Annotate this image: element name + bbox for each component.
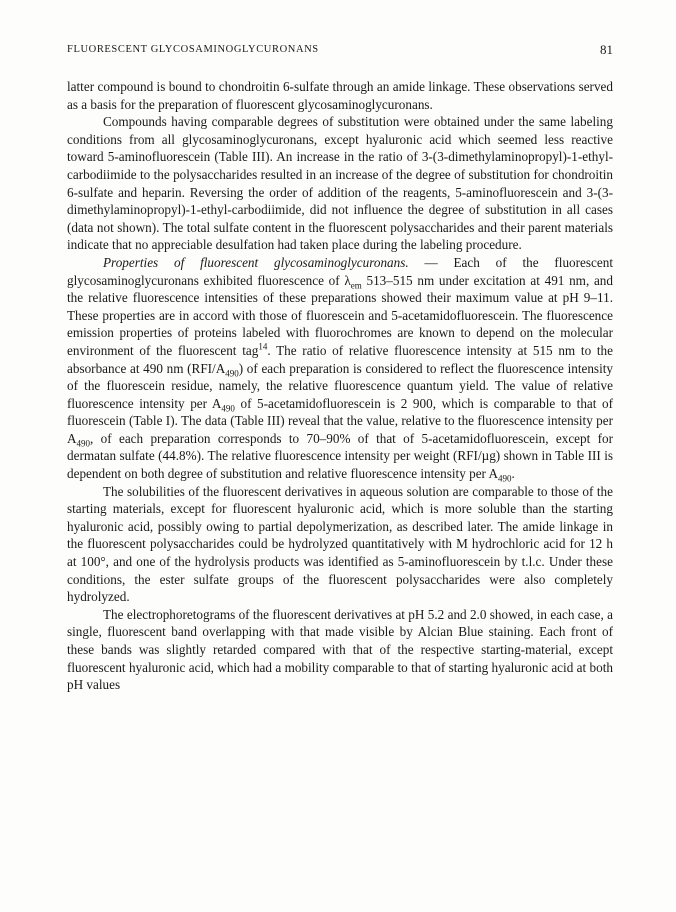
subscript-em: em [350,280,362,291]
paragraph-3-seg2: 513–515 nm under excitation at 491 nm, and the relative fluorescence intensities of these preparations showed their maximum value at pH 9–11. These properties are in accord with those of fluorescein and 5-acetamidofluorescein. The fluorescence emission properties of proteins labeled with fluorochromes are known to depend on the molecular environment of the fluorescent tag [67,272,613,358]
paragraph-3-seg6: , of each preparation corresponds to 70–90% of that of 5-acetamidofluorescein, except for dermatan sulfate (44.8%). The relative fluorescence intensity per weight (RFI/µg) shown in Table III is dependent on both degree of substitution and relative fluorescence intensity per A [67,430,613,482]
paragraph-3-seg3: . The ratio of relative fluorescence intensity at 515 nm to the absorbance at 490 nm (RFI/A [67,342,613,376]
paragraph-2: Compounds having comparable degrees of substitution were obtained under the same labeling conditions from all glycosaminoglycuronans, except hyaluronic acid which seemed less reactive toward 5-aminofluorescein (Table III). An increase in the ratio of 3-(3-dimethylaminopropyl)-1-ethyl-carbodiimide to the polysaccharides resulted in an increase of the degree of substitution for chondroitin 6-sulfate and heparin. Reversing the order of addition of the reagents, 5-aminofluorescein and 3-(3-dimethylaminopropyl)-1-ethyl-carbodiimide, did not influence the degree of substitution in all cases (data not shown). The total sulfate content in the fluorescent polysaccharides and their parent materials indicate that no appreciable desulfation had taken place during the labeling procedure. [67,114,613,253]
subscript-490: 490 [225,368,239,379]
paragraph-5: The electrophoretograms of the fluorescent derivatives at pH 5.2 and 2.0 showed, in each case, a single, fluorescent band overlapping with that made visible by Alcian Blue staining. Each front of these bands was slightly retarded compared with that of the respective starting-material, except fluorescent hyaluronic acid, which had a mobility comparable to that of starting hyaluronic acid at both pH values [67,606,613,693]
section-runin-heading: Properties of fluorescent glycosaminoglycuronans. [103,254,409,270]
page-number: 81 [600,42,613,57]
reference-superscript: 14 [258,341,268,352]
running-title: FLUORESCENT GLYCOSAMINOGLYCURONANS [67,44,319,55]
paragraph-3-seg1: — Each of the fluorescent glycosaminoglycuronans exhibited fluorescence of λ [67,254,613,288]
body-text [67,78,613,694]
paragraph-3 [67,254,613,483]
paragraph-1: latter compound is bound to chondroitin 6-sulfate through an amide linkage. These observations served as a basis for the preparation of fluorescent glycosaminoglycuronans. [67,79,613,112]
subscript-490: 490 [221,403,235,414]
paragraph-3-seg5: of 5-acetamidofluorescein is 2 900, which is comparable to that of fluorescein (Table I). The data (Table III) reveal that the value, relative to the fluorescence intensity per A [67,395,614,446]
subscript-490: 490 [498,473,512,484]
paragraph-3-seg7: . [511,466,515,482]
subscript-490: 490 [76,438,91,449]
paragraph-4: The solubilities of the fluorescent derivatives in aqueous solution are comparable to those of the starting materials, except for fluorescent hyaluronic acid, which is more soluble than the starting hyaluronic acid, possibly owing to partial depolymerization, as described later. The amide linkage in the fluorescent polysaccharides could be hydrolyzed quantitatively with M hydrochloric acid for 12 h at 100°, and one of the hydrolysis products was identified as 5-aminofluorescein by t.l.c. Under these conditions, the ester sulfate groups of the fluorescent polysaccharides were also completely hydrolyzed. [67,483,613,605]
paragraph-3-seg4: ) of each preparation is considered to reflect the fluorescence intensity of the fluorescein residue, namely, the relative fluorescence quantum yield. The value of relative fluorescence intensity per A [67,360,613,411]
running-head [67,42,613,58]
